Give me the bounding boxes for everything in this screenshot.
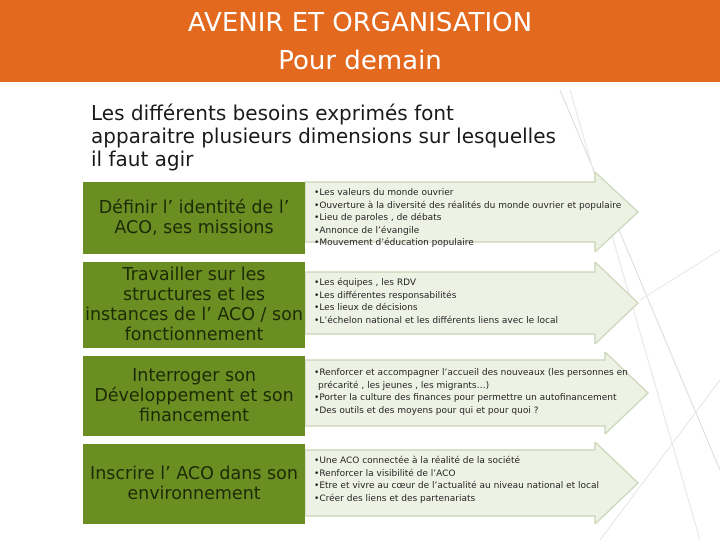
list-item: • Les lieux de décisions <box>314 302 644 315</box>
list-item: • L’échelon national et les différents liens avec le local <box>314 315 644 328</box>
intro-text: Les différents besoins exprimés font apparaitre plusieurs dimensions sur lesquelles il faut agir <box>91 102 556 171</box>
bullet-list-environment <box>314 455 644 505</box>
dimension-label: Travailler sur les structures et les instances de l’ ACO / son fonctionnement <box>85 265 303 345</box>
list-item: • Renforcer et accompagner l’accueil des nouveaux (les personnes en précarité , les jeunes , les migrants…) <box>314 367 644 392</box>
list-item: • Des outils et des moyens pour qui et pour quoi ? <box>314 405 644 418</box>
list-item: • Mouvement d’éducation populaire <box>314 237 644 250</box>
list-item: • Ouverture à la diversité des réalités du monde ouvrier et populaire <box>314 200 644 213</box>
list-item: • Les équipes , les RDV <box>314 277 644 290</box>
list-item: • Créer des liens et des partenariats <box>314 493 644 506</box>
list-item: • Les différentes responsabilités <box>314 290 644 303</box>
dimension-box-environment <box>83 444 305 524</box>
list-item: • Porter la culture des finances pour permettre un autofinancement <box>314 392 644 405</box>
list-item: • Annonce de l’évangile <box>314 225 644 238</box>
bullet-list-development <box>314 367 644 417</box>
slide-title: AVENIR ET ORGANISATION <box>187 8 533 38</box>
dimension-box-development <box>83 356 305 436</box>
list-item: • Etre et vivre au cœur de l’actualité au niveau national et local <box>314 480 644 493</box>
bullet-list-structures <box>314 277 644 327</box>
dimension-box-structures <box>83 262 305 348</box>
slide-subtitle: Pour demain <box>278 46 442 76</box>
bullet-list-identity <box>314 187 644 250</box>
dimension-label: Définir l’ identité de l’ ACO, ses missions <box>98 198 290 238</box>
dimension-box-identity <box>83 182 305 254</box>
dimension-label: Inscrire l’ ACO dans son environnement <box>90 464 298 504</box>
dimension-label: Interroger son Développement et son financement <box>94 366 294 426</box>
list-item: • Lieu de paroles , de débats <box>314 212 644 225</box>
list-item: • Les valeurs du monde ouvrier <box>314 187 644 200</box>
list-item: • Renforcer la visibilité de l’ACO <box>314 468 644 481</box>
list-item: • Une ACO connectée à la réalité de la société <box>314 455 644 468</box>
